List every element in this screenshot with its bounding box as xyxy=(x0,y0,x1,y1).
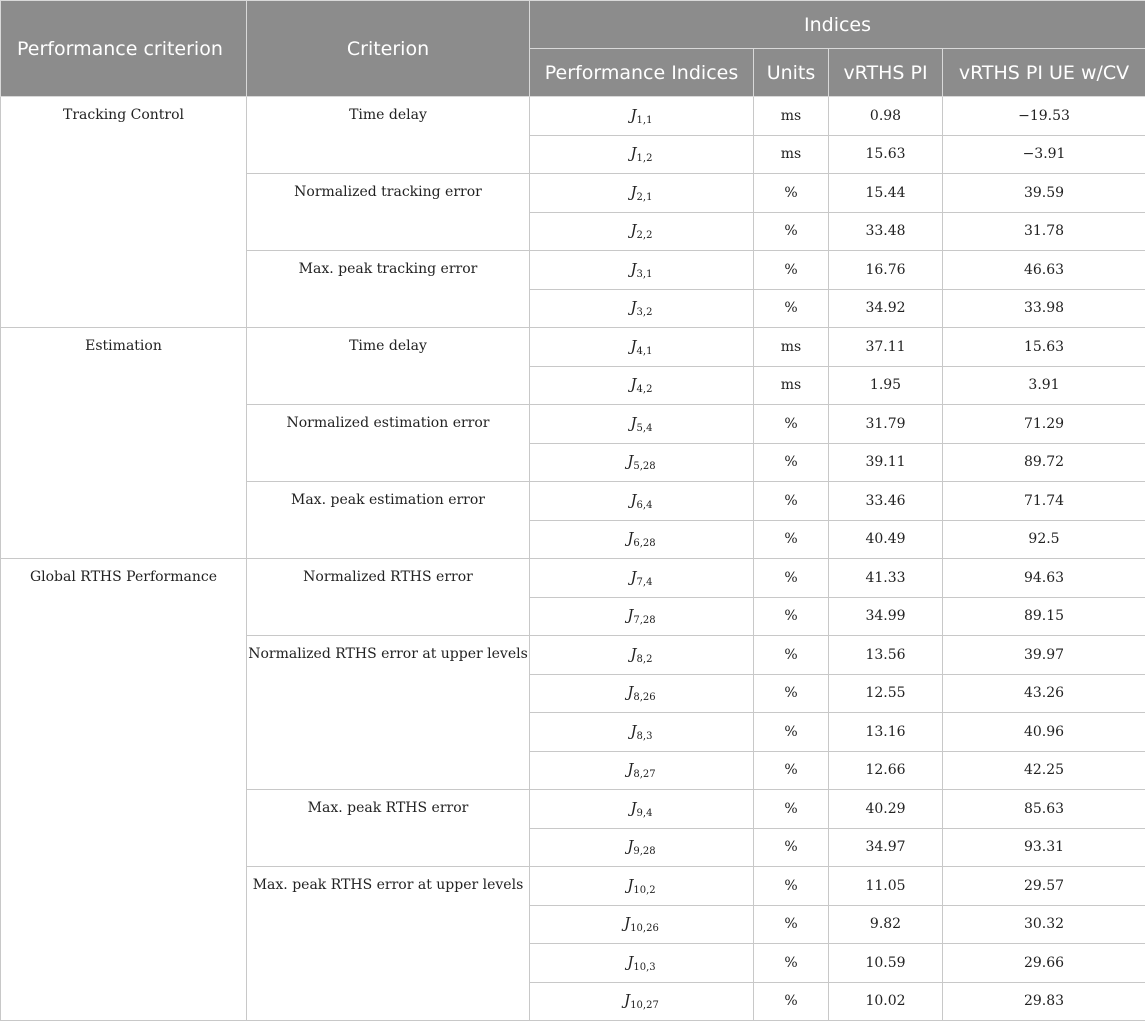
criterion-cell: Time delay xyxy=(247,97,530,174)
vrths-pi-cell: 15.44 xyxy=(829,174,943,213)
performance-index-cell xyxy=(530,251,754,290)
vrths-pi-ue-cell: 46.63 xyxy=(943,251,1145,290)
index-letter: J xyxy=(631,414,637,432)
performance-index-cell xyxy=(530,713,754,752)
index-subscript: 2,1 xyxy=(637,192,653,203)
index-symbol xyxy=(627,876,655,894)
vrths-pi-ue-cell: 33.98 xyxy=(943,289,1145,328)
index-symbol xyxy=(631,491,653,509)
header-units: Units xyxy=(754,49,829,97)
performance-index-cell xyxy=(530,482,754,521)
units-cell: % xyxy=(754,944,829,983)
index-letter: J xyxy=(631,298,637,316)
performance-index-cell xyxy=(530,97,754,136)
vrths-pi-ue-cell: 71.29 xyxy=(943,405,1145,444)
units-cell: % xyxy=(754,828,829,867)
units-cell: % xyxy=(754,790,829,829)
index-symbol xyxy=(631,337,653,355)
performance-index-cell xyxy=(530,289,754,328)
criterion-cell: Normalized tracking error xyxy=(247,174,530,251)
vrths-pi-ue-cell: 29.66 xyxy=(943,944,1145,983)
index-subscript: 6,4 xyxy=(637,500,653,511)
performance-index-cell xyxy=(530,174,754,213)
performance-index-cell xyxy=(530,597,754,636)
units-cell: % xyxy=(754,482,829,521)
index-letter: J xyxy=(631,221,637,239)
index-letter: J xyxy=(631,722,637,740)
performance-index-cell xyxy=(530,867,754,906)
performance-index-cell xyxy=(530,674,754,713)
index-symbol xyxy=(624,914,659,932)
header-vrths-pi: vRTHS PI xyxy=(829,49,943,97)
performance-index-cell xyxy=(530,366,754,405)
index-symbol xyxy=(631,260,653,278)
vrths-pi-cell: 34.92 xyxy=(829,289,943,328)
units-cell: % xyxy=(754,867,829,906)
units-cell: % xyxy=(754,520,829,559)
index-symbol xyxy=(624,991,659,1009)
vrths-pi-ue-cell: 94.63 xyxy=(943,559,1145,598)
index-letter: J xyxy=(627,606,633,624)
units-cell: ms xyxy=(754,328,829,367)
vrths-pi-cell: 10.59 xyxy=(829,944,943,983)
units-cell: % xyxy=(754,905,829,944)
header-indices: Indices xyxy=(530,1,1145,49)
index-symbol xyxy=(627,683,655,701)
units-cell: % xyxy=(754,405,829,444)
header-performance-criterion: Performance criterion xyxy=(1,1,247,97)
units-cell: % xyxy=(754,251,829,290)
index-symbol xyxy=(627,953,655,971)
index-letter: J xyxy=(631,799,637,817)
vrths-pi-ue-cell: 93.31 xyxy=(943,828,1145,867)
index-subscript: 8,27 xyxy=(633,769,655,780)
vrths-pi-ue-cell: 42.25 xyxy=(943,751,1145,790)
vrths-pi-ue-cell: 85.63 xyxy=(943,790,1145,829)
index-symbol xyxy=(627,837,655,855)
table-row xyxy=(1,328,1145,367)
index-symbol xyxy=(627,606,655,624)
vrths-pi-ue-cell: 3.91 xyxy=(943,366,1145,405)
performance-index-cell xyxy=(530,520,754,559)
index-subscript: 4,2 xyxy=(637,384,653,395)
index-symbol xyxy=(627,760,655,778)
index-symbol xyxy=(631,722,653,740)
index-symbol xyxy=(631,799,653,817)
index-subscript: 8,26 xyxy=(633,692,655,703)
vrths-pi-ue-cell: 39.59 xyxy=(943,174,1145,213)
performance-index-cell xyxy=(530,828,754,867)
criterion-cell: Max. peak estimation error xyxy=(247,482,530,559)
performance-criterion-cell: Tracking Control xyxy=(1,97,247,328)
vrths-pi-cell: 16.76 xyxy=(829,251,943,290)
units-cell: % xyxy=(754,559,829,598)
performance-criterion-cell: Global RTHS Performance xyxy=(1,559,247,1021)
index-subscript: 3,1 xyxy=(637,269,653,280)
index-symbol xyxy=(631,568,653,586)
vrths-pi-cell: 33.46 xyxy=(829,482,943,521)
performance-index-cell xyxy=(530,328,754,367)
vrths-pi-cell: 1.95 xyxy=(829,366,943,405)
index-subscript: 5,4 xyxy=(637,423,653,434)
criterion-cell: Time delay xyxy=(247,328,530,405)
index-subscript: 10,26 xyxy=(630,923,659,934)
index-letter: J xyxy=(627,529,633,547)
performance-index-cell xyxy=(530,905,754,944)
index-subscript: 7,4 xyxy=(637,577,653,588)
index-symbol xyxy=(631,645,653,663)
index-subscript: 7,28 xyxy=(633,615,655,626)
performance-index-cell xyxy=(530,751,754,790)
index-letter: J xyxy=(627,837,633,855)
vrths-pi-ue-cell: 71.74 xyxy=(943,482,1145,521)
vrths-pi-cell: 0.98 xyxy=(829,97,943,136)
vrths-pi-ue-cell: 39.97 xyxy=(943,636,1145,675)
vrths-pi-cell: 13.16 xyxy=(829,713,943,752)
units-cell: ms xyxy=(754,97,829,136)
vrths-pi-ue-cell: −3.91 xyxy=(943,135,1145,174)
performance-index-cell xyxy=(530,636,754,675)
index-symbol xyxy=(627,452,655,470)
criterion-cell: Normalized estimation error xyxy=(247,405,530,482)
vrths-pi-cell: 13.56 xyxy=(829,636,943,675)
index-subscript: 6,28 xyxy=(633,538,655,549)
units-cell: % xyxy=(754,212,829,251)
performance-index-cell xyxy=(530,982,754,1021)
criterion-cell: Max. peak tracking error xyxy=(247,251,530,328)
vrths-pi-cell: 31.79 xyxy=(829,405,943,444)
index-symbol xyxy=(631,414,653,432)
performance-index-cell xyxy=(530,443,754,482)
index-subscript: 9,28 xyxy=(633,846,655,857)
units-cell: % xyxy=(754,636,829,675)
index-subscript: 8,2 xyxy=(637,654,653,665)
index-subscript: 9,4 xyxy=(637,808,653,819)
vrths-pi-cell: 40.49 xyxy=(829,520,943,559)
vrths-pi-ue-cell: −19.53 xyxy=(943,97,1145,136)
units-cell: % xyxy=(754,751,829,790)
index-subscript: 10,3 xyxy=(633,962,655,973)
vrths-pi-cell: 33.48 xyxy=(829,212,943,251)
index-letter: J xyxy=(627,452,633,470)
index-letter: J xyxy=(631,183,637,201)
index-letter: J xyxy=(631,144,637,162)
performance-index-cell xyxy=(530,944,754,983)
vrths-pi-cell: 15.63 xyxy=(829,135,943,174)
criterion-cell: Max. peak RTHS error at upper levels xyxy=(247,867,530,1021)
index-letter: J xyxy=(631,568,637,586)
index-subscript: 10,2 xyxy=(633,885,655,896)
index-subscript: 3,2 xyxy=(637,307,653,318)
criterion-cell: Max. peak RTHS error xyxy=(247,790,530,867)
vrths-pi-cell: 40.29 xyxy=(829,790,943,829)
performance-criterion-cell: Estimation xyxy=(1,328,247,559)
index-symbol xyxy=(627,529,655,547)
vrths-pi-cell: 12.66 xyxy=(829,751,943,790)
vrths-pi-ue-cell: 40.96 xyxy=(943,713,1145,752)
units-cell: ms xyxy=(754,135,829,174)
index-symbol xyxy=(631,221,653,239)
index-letter: J xyxy=(631,260,637,278)
vrths-pi-cell: 34.99 xyxy=(829,597,943,636)
index-letter: J xyxy=(627,683,633,701)
units-cell: % xyxy=(754,174,829,213)
criterion-cell: Normalized RTHS error at upper levels xyxy=(247,636,530,790)
performance-index-cell xyxy=(530,212,754,251)
index-letter: J xyxy=(631,491,637,509)
index-symbol xyxy=(631,298,653,316)
vrths-pi-cell: 11.05 xyxy=(829,867,943,906)
vrths-pi-ue-cell: 29.57 xyxy=(943,867,1145,906)
units-cell: ms xyxy=(754,366,829,405)
vrths-pi-ue-cell: 15.63 xyxy=(943,328,1145,367)
performance-index-cell xyxy=(530,790,754,829)
index-subscript: 1,1 xyxy=(637,115,653,126)
index-symbol xyxy=(631,106,653,124)
table-row xyxy=(1,97,1145,136)
table-header xyxy=(1,1,1145,97)
vrths-pi-ue-cell: 30.32 xyxy=(943,905,1145,944)
units-cell: % xyxy=(754,713,829,752)
index-subscript: 10,27 xyxy=(630,1000,659,1011)
units-cell: % xyxy=(754,982,829,1021)
header-performance-indices: Performance Indices xyxy=(530,49,754,97)
index-subscript: 8,3 xyxy=(637,731,653,742)
index-symbol xyxy=(631,144,653,162)
index-letter: J xyxy=(624,914,630,932)
vrths-pi-cell: 37.11 xyxy=(829,328,943,367)
units-cell: % xyxy=(754,674,829,713)
index-subscript: 2,2 xyxy=(637,230,653,241)
vrths-pi-ue-cell: 89.15 xyxy=(943,597,1145,636)
criterion-cell: Normalized RTHS error xyxy=(247,559,530,636)
index-letter: J xyxy=(631,337,637,355)
units-cell: % xyxy=(754,289,829,328)
index-symbol xyxy=(631,183,653,201)
vrths-pi-cell: 9.82 xyxy=(829,905,943,944)
index-letter: J xyxy=(627,953,633,971)
index-letter: J xyxy=(627,876,633,894)
table-row xyxy=(1,559,1145,598)
vrths-pi-ue-cell: 31.78 xyxy=(943,212,1145,251)
index-letter: J xyxy=(631,645,637,663)
performance-index-cell xyxy=(530,405,754,444)
performance-index-cell xyxy=(530,135,754,174)
index-symbol xyxy=(631,375,653,393)
table-body xyxy=(1,97,1145,1021)
vrths-pi-cell: 10.02 xyxy=(829,982,943,1021)
index-letter: J xyxy=(627,760,633,778)
index-subscript: 4,1 xyxy=(637,346,653,357)
index-subscript: 1,2 xyxy=(637,153,653,164)
performance-index-cell xyxy=(530,559,754,598)
vrths-pi-cell: 41.33 xyxy=(829,559,943,598)
units-cell: % xyxy=(754,597,829,636)
vrths-pi-ue-cell: 29.83 xyxy=(943,982,1145,1021)
vrths-pi-ue-cell: 92.5 xyxy=(943,520,1145,559)
index-subscript: 5,28 xyxy=(633,461,655,472)
vrths-pi-cell: 39.11 xyxy=(829,443,943,482)
index-letter: J xyxy=(631,375,637,393)
vrths-pi-cell: 34.97 xyxy=(829,828,943,867)
header-vrths-pi-ue: vRTHS PI UE w/CV xyxy=(943,49,1145,97)
index-letter: J xyxy=(624,991,630,1009)
vrths-pi-cell: 12.55 xyxy=(829,674,943,713)
units-cell: % xyxy=(754,443,829,482)
vrths-pi-ue-cell: 89.72 xyxy=(943,443,1145,482)
index-letter: J xyxy=(631,106,637,124)
vrths-pi-ue-cell: 43.26 xyxy=(943,674,1145,713)
header-criterion: Criterion xyxy=(247,1,530,97)
